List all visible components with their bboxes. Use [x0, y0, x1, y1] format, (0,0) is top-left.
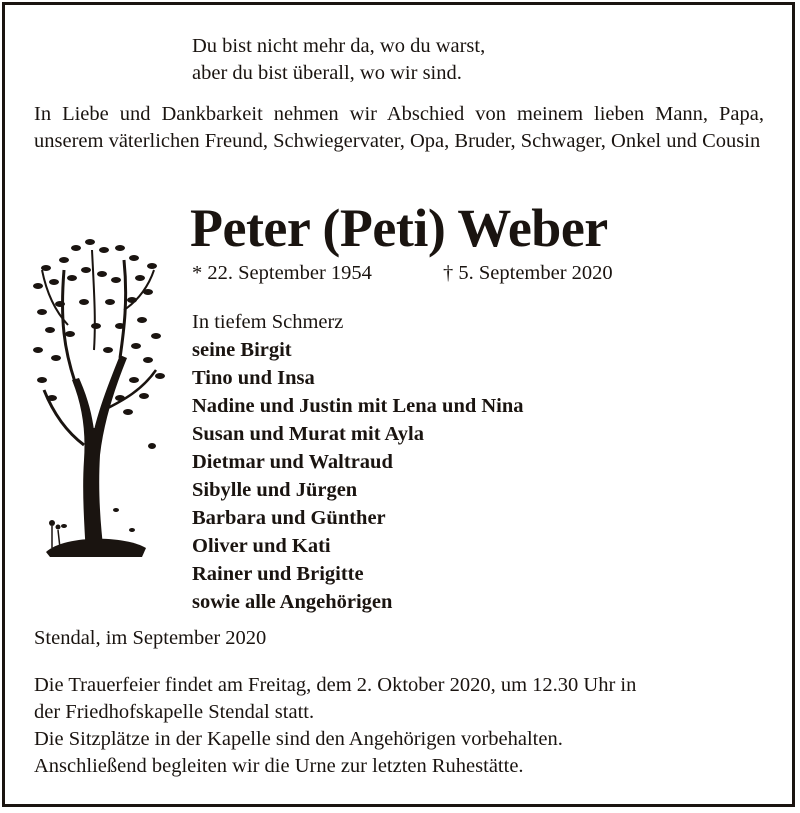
mourner-name: sowie alle Angehörigen [192, 591, 393, 613]
deceased-name: Peter (Peti) Weber [190, 198, 608, 258]
mourner-name: Dietmar und Waltraud [192, 451, 393, 473]
birth-date: * 22. September 1954 [192, 262, 372, 284]
mourner-name: Nadine und Justin mit Lena und Nina [192, 395, 524, 417]
mourner-name: Barbara und Günther [192, 507, 386, 529]
quote-line-1: Du bist nicht mehr da, wo du warst, [192, 35, 486, 57]
mourner-name: Oliver und Kati [192, 535, 331, 557]
mourner-name: Sibylle und Jürgen [192, 479, 358, 501]
mourner-name: Susan und Murat mit Ayla [192, 423, 425, 445]
notice-line-1: Die Trauerfeier findet am Freitag, dem 2. Oktober 2020, um 12.30 Uhr in [34, 674, 637, 696]
mourner-name: Tino und Insa [192, 367, 315, 389]
notice-line-2: der Friedhofskapelle Stendal statt. [34, 701, 315, 723]
notice-line-3: Die Sitzplätze in der Kapelle sind den Angehörigen vorbehalten. [34, 728, 563, 750]
mourner-name: seine Birgit [192, 339, 292, 361]
quote-line-2: aber du bist überall, wo wir sind. [192, 62, 462, 84]
place-date: Stendal, im September 2020 [34, 627, 267, 649]
notice-line-4: Anschließend begleiten wir die Urne zur letzten Ruhestätte. [34, 755, 524, 777]
death-date: † 5. September 2020 [443, 262, 613, 284]
mourner-name: Rainer und Brigitte [192, 563, 364, 585]
mourners-list [192, 308, 524, 616]
intro-text: In Liebe und Dankbarkeit nehmen wir Abschied von meinem lieben Mann, Papa, unserem väterlichen Freund, Schwiegervater, Opa, Bruder, Schwager, Onkel und Cousin [34, 103, 764, 152]
tree-icon [24, 230, 174, 560]
mourners-lead: In tiefem Schmerz [192, 311, 344, 333]
